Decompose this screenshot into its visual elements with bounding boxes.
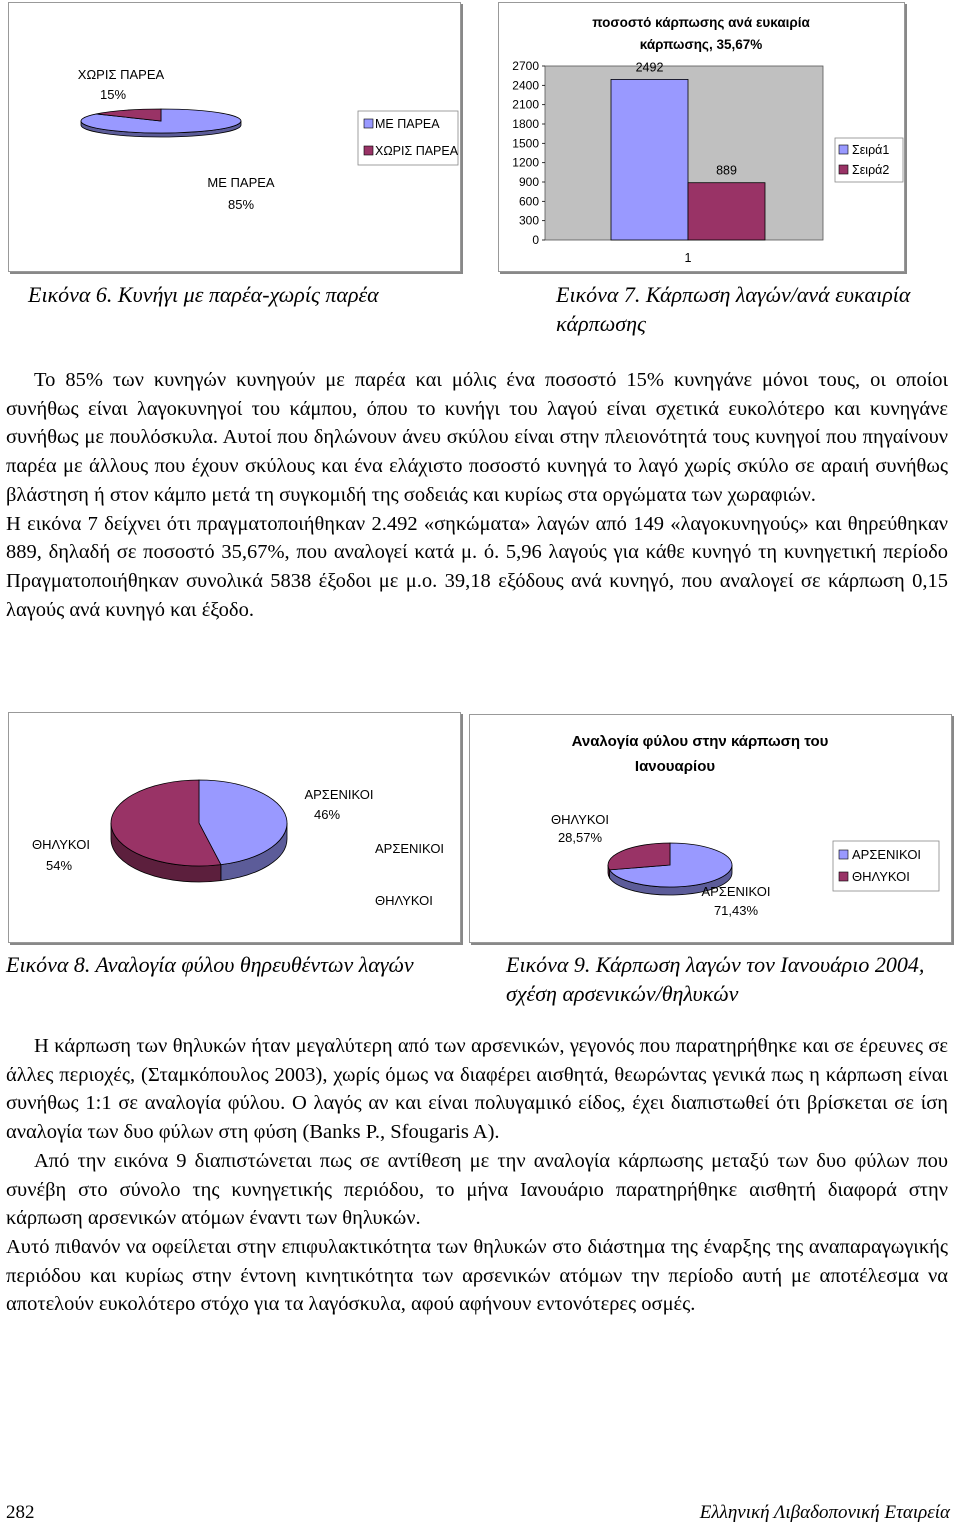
caption-fig6: Εικόνα 6. Κυνήγι με παρέα-χωρίς παρέα (28, 282, 379, 307)
bar-chart-fig7 (499, 3, 904, 271)
slice-pct-fig9-male: 71,43% (713, 903, 759, 918)
legend-label-fig7-1: Σειρά2 (852, 163, 890, 177)
caption-fig9: Εικόνα 9. Κάρπωση λαγών τον Ιανουάριο 2004, σχέση αρσενικών/θηλυκών (506, 952, 925, 1006)
paragraph-2: Η εικόνα 7 δείχνει ότι πραγματοποιήθηκαν 2.492 «σηκώματα» λαγών από 149 «λαγοκυνηγούς» και θηρεύθηκαν 889, δηλαδή σε ποσοστό 35,67%, που αναλογεί κατά μ. ό. 5,96 λαγούς για κάθε κυνηγό τη κυνηγετική περίοδο Πραγματοποιήθηκαν συνολικά 5838 έξοδοι με μ.ο. 39,18 εξόδους ανά κυνηγό, που αναλογεί σε κάρπωση 0,15 λαγούς ανά κυνηγό και έξοδο. (6, 512, 948, 621)
slice-label-fig8-male: ΑΡΣΕΝΙΚΟΙ (304, 787, 374, 802)
legend-swatch-fig9-0 (839, 850, 848, 859)
chart-title-fig9-line2: Ιανουαρίου (634, 758, 716, 775)
slice-label-fig9-male: ΑΡΣΕΝΙΚΟΙ (701, 884, 771, 899)
legend-label-fig6-0: ΜΕ ΠΑΡΕΑ (375, 117, 440, 131)
legend-label-fig8-0: ΑΡΣΕΝΙΚΟΙ (375, 841, 445, 856)
y-tick-label-fig7-5: 1500 (512, 136, 539, 151)
bar-fig7-series-1 (688, 183, 765, 240)
y-tick-label-fig7-1: 300 (518, 213, 539, 228)
pie-chart-fig6 (9, 3, 460, 271)
chart-title-fig7-line2: κάρπωσης, 35,67% (639, 37, 763, 52)
x-tick-label-fig7-0: 1 (684, 251, 692, 265)
paragraph-4: Από την εικόνα 9 διαπιστώνεται πως σε αντίθεση με την αναλογία κάρπωσης μεταξύ των δυο φύλων που συνέβη στο σύνολο της κυνηγετικής περιόδου, το μήνα Ιανουάριο παρατηρήθηκε αισθητή διαφορά στην κάρπωση αρσενικών ατόμων έναντι των θηλυκών. (6, 1149, 948, 1230)
paragraph-3: Η κάρπωση των θηλυκών ήταν μεγαλύτερη από των αρσενικών, γεγονός που παρατηρήθηκε και σε έρευνες σε άλλες περιοχές, (Σταμκόπουλος 2003), χωρίς όμως να διαφέρει αισθητά, θεωρώντας γενικά πως η κάρπωση είναι συνήθως 1:1 σε αναλογία φύλου. Ο λαγός αν και είναι πολυγαμικό είδος, έχει διαπιστωθεί ότι βρίσκεται σε ίση αναλογία των δυο φύλων στη φύση (Banks P., Sfougaris A). (6, 1035, 948, 1144)
bar-fig7-series-0 (611, 79, 688, 240)
legend-label-fig6-1: ΧΩΡΙΣ ΠΑΡΕΑ (375, 144, 459, 158)
y-tick-label-fig7-9: 2700 (512, 59, 539, 73)
legend-label-fig9-1: ΘΗΛΥΚΟΙ (852, 869, 910, 884)
fig9-slice-1 (608, 843, 670, 870)
y-tick-label-fig7-3: 900 (518, 175, 539, 189)
pie-chart-fig8 (9, 713, 460, 942)
caption-fig8: Εικόνα 8. Αναλογία φύλου θηρευθέντων λαγών (6, 952, 414, 977)
y-tick-label-fig7-0: 0 (532, 233, 539, 247)
chart-fig7 (498, 2, 905, 272)
legend-label-fig7-0: Σειρά1 (852, 143, 890, 157)
slice-label-fig8-female: ΘΗΛΥΚΟΙ (32, 837, 90, 852)
caption-fig7: Εικόνα 7. Κάρπωση λαγών/ανά ευκαιρία κάρπωσης (556, 282, 911, 336)
pie-chart-fig9 (470, 715, 951, 942)
legend-fig8 (375, 841, 444, 908)
chart-fig8 (8, 712, 461, 943)
legend-fig9 (833, 841, 939, 891)
chart-fig9 (469, 714, 952, 943)
y-tick-label-fig7-2: 600 (518, 194, 539, 209)
slice-pct-fig8-female: 54% (45, 858, 73, 873)
legend-fig6 (358, 111, 459, 165)
y-tick-label-fig7-8: 2400 (512, 78, 539, 93)
slice-pct-fig8-male: 46% (313, 807, 341, 822)
slice-pct-fig6-without: 15% (99, 87, 127, 102)
legend-swatch-fig6-0 (364, 119, 373, 128)
legend-label-fig9-0: ΑΡΣΕΝΙΚΟΙ (852, 847, 922, 862)
slice-pct-fig9-female: 28,57% (557, 830, 603, 845)
chart-title-fig7-line1: ποσοστό κάρπωσης ανά ευκαιρία (592, 15, 810, 30)
legend-swatch-fig9-1 (839, 872, 848, 881)
legend-swatch-fig6-1 (364, 146, 373, 155)
body-text-2 (6, 1032, 948, 1319)
legend-swatch-fig7-1 (839, 165, 848, 174)
y-tick-label-fig7-4: 1200 (512, 155, 539, 170)
legend-swatch-fig7-0 (839, 145, 848, 154)
slice-pct-fig6-with: 85% (227, 197, 255, 212)
chart-title-fig9-line1: Αναλογία φύλου στην κάρπωση του (571, 733, 829, 750)
data-label-fig7-series-1: 889 (716, 163, 737, 178)
y-tick-label-fig7-6: 1800 (512, 117, 539, 131)
chart-fig6 (8, 2, 461, 272)
y-tick-label-fig7-7: 2100 (512, 97, 539, 112)
slice-label-fig6-with: ΜΕ ΠΑΡΕΑ (207, 175, 275, 190)
data-label-fig7-series-0: 2492 (635, 60, 664, 75)
slice-label-fig6-without: ΧΩΡΙΣ ΠΑΡΕΑ (77, 67, 165, 82)
journal-name: Ελληνική Λιβαδοπονική Εταιρεία (699, 1502, 950, 1523)
paragraph-1: Το 85% των κυνηγών κυνηγούν με παρέα και μόλις ένα ποσοστό 15% κυνηγάνε μόνοι τους, οι οποίοι συνήθως είναι λαγοκυνηγοί του κάμπου, όπου το κυνήγι του λαγού είναι σχετικά ευκολότερο και κυνηγάνε συνήθως με πουλόσκυλα. Αυτοί που δηλώνουν άνευ σκύλου είναι στην πλειονότητά τους κυνηγοί που πηγαίνουν παρέα με άλλους που έχουν σκύλους και ένα ελάχιστο ποσοστό κυνηγά το λαγό χωρίς σκύλο σε αραιή συνήθως βλάστηση ή στον κάμπο μετά τη συγκομιδή της σοδειάς και κυρίως στα οργώματα των χωραφιών. (6, 369, 948, 506)
page-number: 282 (6, 1502, 35, 1523)
body-text-1 (6, 366, 948, 624)
paragraph-5: Αυτό πιθανόν να οφείλεται στην επιφυλακτικότητα των θηλυκών στο διάστημα της έναρξης της αναπαραγωγικής περιόδου και κυρίως στην έντονη κινητικότητα των αρσενικών ατόμων την περίοδο αυτή με αποτέλεσμα να αποτελούν ευκολότερο στόχο για τα λαγόσκυλα, αφού αφήνουν εντονότερες οσμές. (6, 1235, 948, 1316)
legend-fig7 (835, 138, 903, 182)
slice-label-fig9-female: ΘΗΛΥΚΟΙ (551, 812, 609, 827)
legend-label-fig8-1: ΘΗΛΥΚΟΙ (375, 893, 433, 908)
